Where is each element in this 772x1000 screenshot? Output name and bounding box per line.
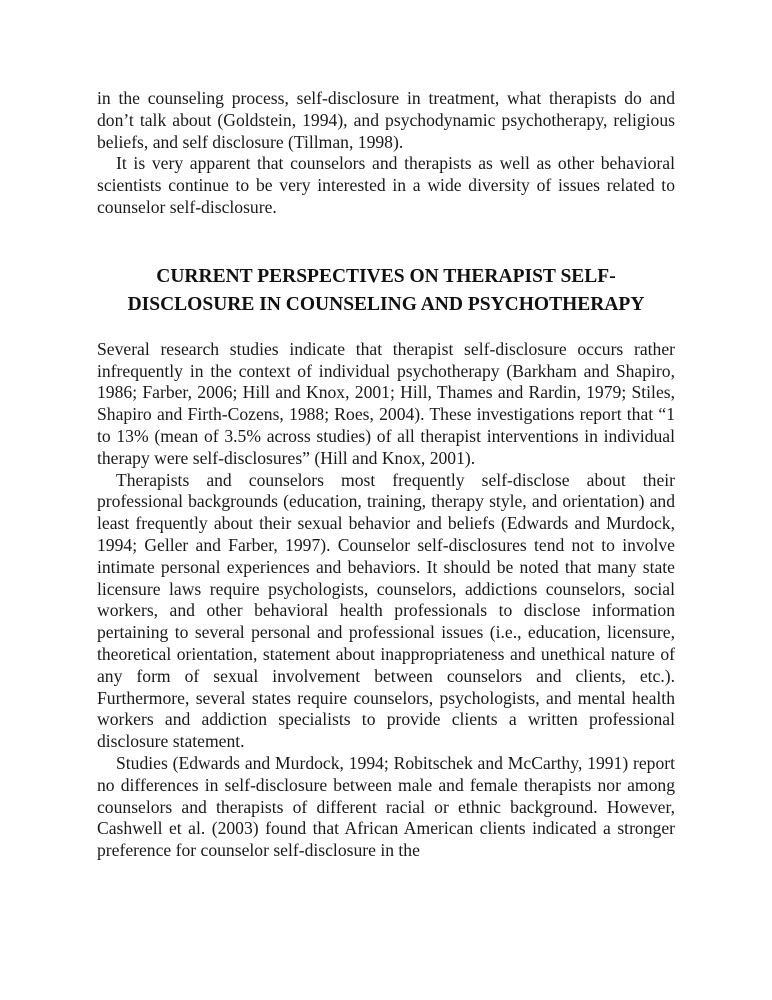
intro-paragraph-2: It is very apparent that counselors and therapists as well as other behavioral scientists continue to be very interested in a wide diversity of issues related to counselor self-disclosure. <box>97 153 675 217</box>
section-heading <box>97 263 675 319</box>
intro-paragraph-1: in the counseling process, self-disclosure in treatment, what therapists do and don’t talk about (Goldstein, 1994), and psychodynamic psychotherapy, religious beliefs, and self disclosure (Tillman, 1998). <box>97 88 675 152</box>
section-heading-line-2: DISCLOSURE IN COUNSELING AND PSYCHOTHERAPY <box>127 293 645 315</box>
document-page <box>97 88 675 862</box>
section-paragraph-3: Studies (Edwards and Murdock, 1994; Robitschek and McCarthy, 1991) report no differences in self-disclosure between male and female therapists nor among counselors and therapists of different racial or ethnic background. However, Cashwell et al. (2003) found that African American clients indicated a stronger preference for counselor self-disclosure in the <box>97 752 675 861</box>
section-heading-line-1: CURRENT PERSPECTIVES ON THERAPIST SELF- <box>156 265 616 287</box>
section-paragraph-2: Therapists and counselors most frequently self-disclose about their professional backgrounds (education, training, therapy style, and orientation) and least frequently about their sexual behavior and beliefs (Edwards and Murdock, 1994; Geller and Farber, 1997). Counselor self-disclosures tend not to involve intimate personal experiences and behaviors. It should be noted that many state licensure laws require psychologists, counselors, addictions counselors, social workers, and other behavioral health professionals to disclose information pertaining to several personal and professional issues (i.e., education, licensure, theoretical orientation, statement about inappropriateness and unethical nature of any form of sexual involvement between counselors and clients, etc.). Furthermore, several states require counselors, psychologists, and mental health workers and addiction specialists to provide clients a written professional disclosure statement. <box>97 469 675 752</box>
section-paragraph-1: Several research studies indicate that therapist self-disclosure occurs rather infrequently in the context of individual psychotherapy (Barkham and Shapiro, 1986; Farber, 2006; Hill and Knox, 2001; Hill, Thames and Rardin, 1979; Stiles, Shapiro and Firth-Cozens, 1988; Roes, 2004). These investigations report that “1 to 13% (mean of 3.5% across studies) of all therapist interventions in individual therapy were self-disclosures” (Hill and Knox, 2001). <box>97 338 675 468</box>
